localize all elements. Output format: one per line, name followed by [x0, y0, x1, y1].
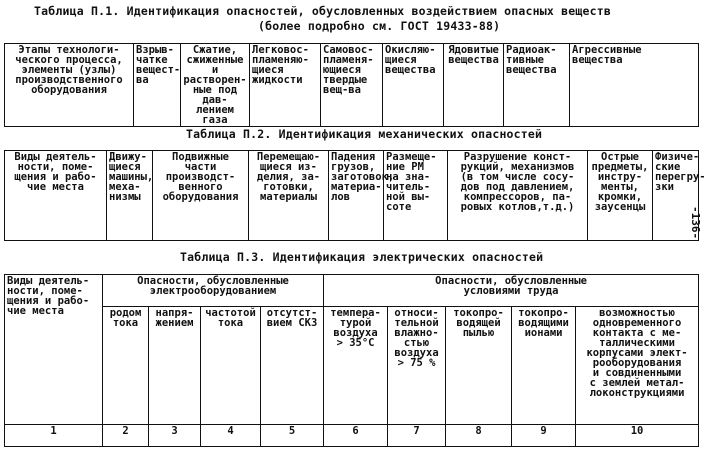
table1-header-cell: Радиоак- тивные вещества [504, 44, 570, 127]
table3-column-number: 5 [261, 425, 324, 447]
table3-column-number: 7 [388, 425, 446, 447]
table3-sub-header: отсутст- вием СКЗ [261, 307, 324, 425]
table1-header-cell: Этапы технологи- ческого процесса, элементы (узлы) производственного оборудования [5, 44, 134, 127]
table1-header-cell: Самовос- пламеня- ющиеся твердые вещ-ва [321, 44, 383, 127]
table1-header-cell: Окисляю- щиеся вещества [383, 44, 444, 127]
table3-column-number: 1 [5, 425, 103, 447]
table3-first-header: Виды деятель- ности, поме- щения и рабо- чие места [5, 275, 103, 425]
table1-header-cell: Легковос- пламеняю- щиеся жидкости [250, 44, 321, 127]
table2-header-cell: Размеще- ние РМ на зна- читель- ной вы- соте [384, 151, 448, 241]
table3-sub-header: токопро- водящей пылью [446, 307, 512, 425]
table3-subheader-row [5, 307, 699, 425]
table2-header-cell: Виды деятель- ности, поме- щения и рабо- чие места [5, 151, 107, 241]
table3-sub-header: родом тока [103, 307, 149, 425]
table3-column-number: 8 [446, 425, 512, 447]
table1-header-cell: Ядовитые вещества [444, 44, 504, 127]
table2-title: Таблица П.2. Идентификация механических опасностей [186, 127, 543, 141]
table3-sub-header: токопро- водящими ионами [512, 307, 576, 425]
table1-title: Таблица П.1. Идентификация опасностей, обусловленных воздействием опасных веществ [34, 4, 612, 18]
table2-header-cell: Перемещаю- щиеся из- делия, за- готовки, материалы [249, 151, 329, 241]
table3-group-electrical: Опасности, обусловленные электрооборудованием [103, 275, 324, 307]
page-number: -136- [689, 206, 702, 240]
table3-group-row [5, 275, 699, 307]
table3-number-row [5, 425, 699, 447]
table1-subtitle: (более подробно см. ГОСТ 19433-88) [258, 19, 501, 33]
table3-title: Таблица П.3. Идентификация электрических опасностей [180, 250, 544, 264]
table3-sub-header: возможностью одновременного контакта с ме- таллическими корпусами элект- рооборудования и совдиненными с землей метал- локонструкциями [576, 307, 699, 425]
table2-header-row [5, 151, 699, 241]
table2 [4, 150, 706, 241]
table3-sub-header: напря- жением [149, 307, 201, 425]
table2-header-cell: Острые предметы, инстру- менты, кромки, заусенцы [588, 151, 653, 241]
table3-column-number: 4 [201, 425, 261, 447]
table1-header-row [5, 44, 699, 127]
table3-column-number: 2 [103, 425, 149, 447]
table2-header-cell: Движу- щиеся машины, меха- низмы [107, 151, 153, 241]
table2-header-cell: Физиче- ские перегру- зки [653, 151, 699, 241]
table2-header-cell: Падения грузов, заготовок, материа- лов [329, 151, 384, 241]
table3-column-number: 10 [576, 425, 699, 447]
table3-column-number: 9 [512, 425, 576, 447]
table3-sub-header: относи- тельной влажно- стью воздуха > 75 % [388, 307, 446, 425]
table3-sub-header: частотой тока [201, 307, 261, 425]
table3 [4, 274, 699, 447]
table1-header-cell: Сжатие, сжиженные и растворен- ные под дав- лением газа [181, 44, 250, 127]
table2-header-cell: Подвижные части производст- венного оборудования [153, 151, 249, 241]
table1-header-cell: Взрыв- чатке вещест- ва [134, 44, 181, 127]
table3-column-number: 3 [149, 425, 201, 447]
table2-header-cell: Разрушение конст- рукций, механизмов (в том числе сосу- дов под давлением, компрессоров, па- ровых котлов,т.д.) [448, 151, 588, 241]
table3-group-conditions: Опасности, обусловленные условиями труда [324, 275, 699, 307]
table1 [4, 43, 699, 127]
table3-sub-header: темпера- турой воздуха > 35°С [324, 307, 388, 425]
table3-column-number: 6 [324, 425, 388, 447]
table1-header-cell: Агрессивные вещества [570, 44, 699, 127]
